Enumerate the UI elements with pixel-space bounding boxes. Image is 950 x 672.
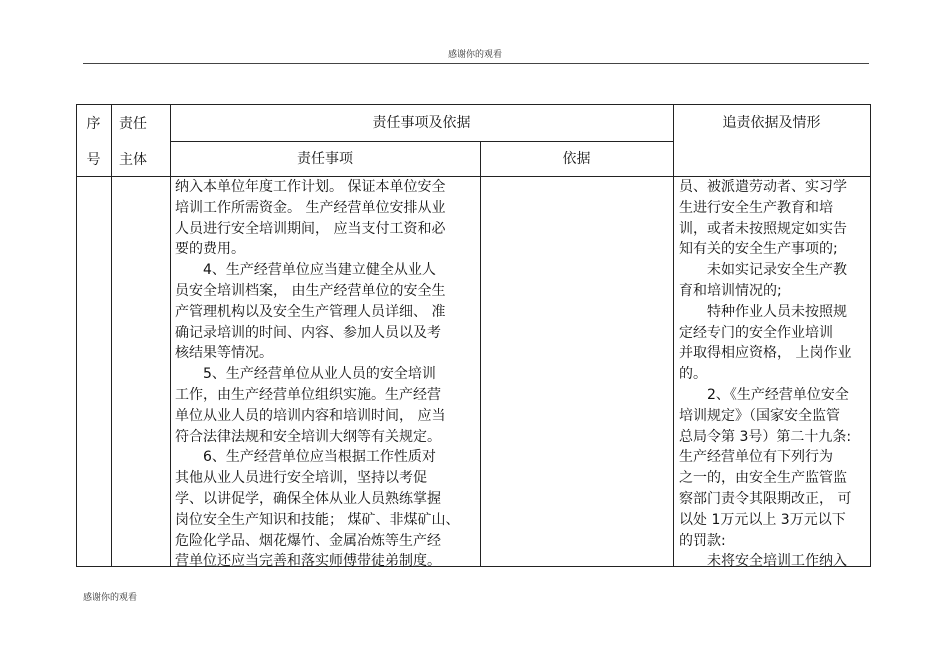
items-line: 危险化学品、烟花爆竹、金属冶炼等生产经 (175, 532, 441, 549)
table-col-divider-1 (111, 104, 112, 567)
table-col-divider-3 (480, 141, 481, 567)
items-line: 其他从业人员进行安全培训，坚持以考促 (175, 470, 427, 487)
accountability-line: 总局令第 3号）第二十九条: (679, 428, 852, 445)
accountability-line: 特种作业人员未按照规 (707, 303, 847, 320)
header-items: 责任事项 (297, 151, 353, 167)
accountability-line: 的。 (679, 366, 707, 383)
items-line: 要的费用。 (175, 241, 245, 258)
items-line: 符合法律法规和安全培训大纲等有关规定。 (175, 428, 441, 445)
header-seq-line2: 号 (86, 152, 101, 168)
items-line: 岗位安全生产知识和技能； 煤矿、非煤矿山、 (175, 511, 460, 528)
header-accountability: 追责依据及情形 (722, 115, 821, 131)
accountability-line: 2、《生产经营单位安全 (707, 386, 849, 403)
page-header: 感谢你的观看 (447, 50, 502, 60)
accountability-line: 未将安全培训工作纳入 (707, 553, 847, 570)
items-line: 营单位还应当完善和落实师傅带徒弟制度。 (175, 553, 441, 570)
items-line: 工作，由生产经营单位组织实施。生产经营 (175, 386, 441, 403)
accountability-cell (679, 177, 869, 572)
header-basis: 依据 (562, 151, 591, 167)
items-line: 单位从业人员的培训内容和培训时间， 应当 (175, 407, 446, 424)
items-line: 产管理机构以及安全生产管理人员详细、 准 (175, 303, 446, 320)
accountability-line: 训，或者未按照规定如实告 (679, 220, 847, 237)
accountability-line: 知有关的安全生产事项的; (679, 241, 838, 258)
header-subject-line1: 责任 (119, 116, 147, 132)
accountability-line: 生进行安全生产教育和培 (679, 199, 833, 216)
table-right-border (870, 104, 871, 567)
items-line: 6、生产经营单位应当根据工作性质对 (203, 449, 436, 466)
table-col-divider-2 (170, 104, 171, 567)
items-line: 核结果等情况。 (175, 345, 273, 362)
items-line: 4、生产经营单位应当建立健全从业人 (203, 262, 436, 279)
items-line: 培训工作所需资金。 生产经营单位安排从业 (175, 199, 446, 216)
accountability-line: 育和培训情况的; (679, 282, 782, 299)
table-col-divider-4 (673, 104, 674, 567)
accountability-line: 生产经营单位有下列行为 (679, 449, 833, 466)
items-line: 确记录培训的时间、内容、参加人员以及考 (175, 324, 441, 341)
accountability-line: 以处 1万元以上 3万元以下 (679, 511, 846, 528)
accountability-line: 定经专门的安全作业培训 (679, 324, 833, 341)
table-left-border (76, 104, 77, 567)
items-line: 人员进行安全培训期间， 应当支付工资和必 (175, 220, 446, 237)
items-line: 员安全培训档案， 由生产经营单位的安全生 (175, 282, 446, 299)
accountability-line: 并取得相应资格， 上岗作业 (679, 345, 852, 362)
items-line: 5、生产经营单位从业人员的安全培训 (203, 366, 436, 383)
page-footer: 感谢你的观看 (83, 593, 138, 603)
accountability-line: 的罚款: (679, 532, 726, 549)
accountability-line: 察部门责令其限期改正， 可 (679, 490, 852, 507)
items-line: 学、以讲促学，确保全体从业人员熟练掌握 (175, 490, 441, 507)
accountability-line: 之一的，由安全生产监管监 (679, 470, 847, 487)
header-subject-line2: 主体 (119, 152, 147, 168)
header-seq-line1: 序 (86, 116, 101, 132)
header-items-and-basis: 责任事项及依据 (372, 115, 471, 131)
accountability-line: 培训规定》（国家安全监管 (679, 407, 840, 424)
items-cell (175, 177, 479, 572)
table-subheader-border (170, 141, 673, 142)
table-top-border (76, 104, 871, 105)
accountability-line: 员、被派遣劳动者、实习学 (679, 179, 847, 195)
items-line: 纳入本单位年度工作计划。 保证本单位安全 (175, 179, 446, 195)
header-rule (83, 63, 869, 64)
accountability-line: 未如实记录安全生产教 (707, 262, 847, 279)
